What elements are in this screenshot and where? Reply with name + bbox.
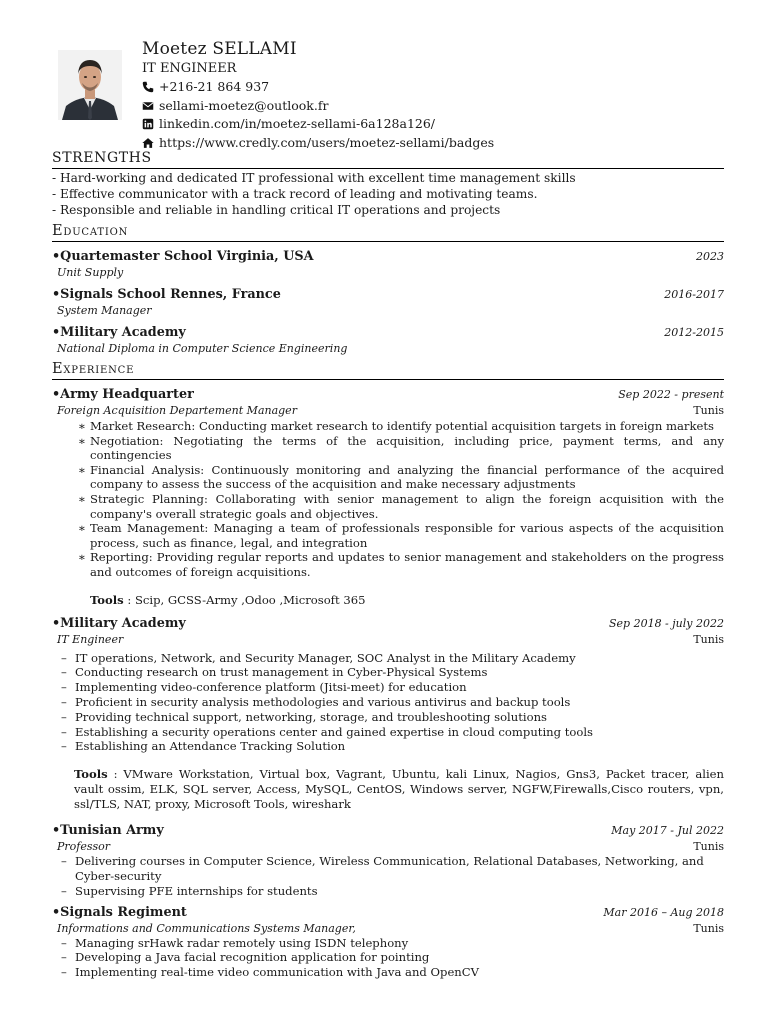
list-item: ∗ Market Research: Conducting market research to identify potential acquisition targets in foreign markets	[78, 419, 714, 433]
list-item: – Providing technical support, networking, storage, and troubleshooting solutions	[61, 709, 547, 724]
school-name: •Military Academy	[52, 325, 186, 340]
linkedin-icon	[142, 118, 154, 130]
list-item: – Proficient in security analysis methodologies and various antivirus and backup tools	[61, 694, 571, 709]
list-item: – Conducting research on trust management in Cyber-Physical Systems	[61, 665, 488, 680]
list-item: – Establishing a security operations center and gained expertise in cloud computing tools	[61, 724, 594, 739]
education-date: 2023	[696, 250, 724, 263]
list-item: – Establishing an Attendance Tracking Solution	[61, 739, 346, 754]
list-item: ∗ Negotiation: Negotiating the terms of the acquisition, including price, payment terms, and any contingencies	[78, 433, 724, 463]
degree-name: System Manager	[57, 304, 152, 317]
resume-page	[52, 38, 724, 980]
list-item: ∗ Financial Analysis: Continuously monitoring and analyzing the financial performance of the acquired company to assess the success of the acquisition and make necessary adjustments	[78, 462, 724, 492]
list-item: – Implementing real-time video communication with Java and OpenCV	[61, 965, 480, 980]
location: Tunis	[693, 632, 724, 646]
linkedin-line[interactable]	[142, 115, 494, 134]
list-item: ∗ Team Management: Managing a team of professionals responsible for various aspects of the acquisition process, such as finance, legal, and integration	[78, 521, 724, 550]
candidate-name: Moetez SELLAMI	[142, 39, 297, 59]
role-title: Informations and Communications Systems Manager,	[57, 921, 356, 935]
degree-name: Unit Supply	[57, 266, 124, 279]
home-icon	[142, 137, 154, 149]
school-name: •Signals School Rennes, France	[52, 287, 281, 302]
profile-photo	[58, 50, 122, 120]
strengths-list	[52, 170, 724, 218]
responsibility-list	[52, 651, 724, 755]
email-line[interactable]	[142, 97, 494, 116]
experience-date: Mar 2016 – Aug 2018	[603, 905, 724, 919]
education-date: 2016-2017	[664, 288, 724, 301]
responsibility-list	[52, 854, 724, 898]
linkedin-url: linkedin.com/in/moetez-sellami-6a128a126/	[159, 116, 436, 131]
degree-name: National Diploma in Computer Science Engineering	[57, 342, 348, 355]
education-date: 2012-2015	[664, 326, 724, 339]
location: Tunis	[693, 404, 724, 417]
credly-url: https://www.credly.com/users/moetez-sellami/badges	[159, 134, 495, 150]
organization-name: •Military Academy	[52, 615, 186, 631]
experience-date: Sep 2018 - july 2022	[608, 616, 724, 630]
experience-heading: Experience	[52, 361, 724, 380]
organization-name: •Army Headquarter	[52, 387, 194, 402]
strength-item: - Effective communicator with a track record of leading and motivating teams.	[52, 187, 538, 201]
phone-line[interactable]	[142, 78, 494, 97]
envelope-icon	[142, 100, 154, 112]
experience-date: Sep 2022 - present	[618, 388, 724, 401]
location: Tunis	[693, 921, 724, 935]
phone-number: +216-21 864 937	[159, 79, 270, 94]
location: Tunis	[693, 840, 724, 854]
phone-icon	[142, 81, 154, 93]
list-item: – Developing a Java facial recognition application for pointing	[61, 950, 430, 965]
strengths-heading: STRENGTHS	[52, 150, 724, 169]
education-heading: Education	[52, 223, 724, 242]
education-entry	[52, 286, 724, 318]
school-name: •Quartemaster School Virginia, USA	[52, 249, 314, 264]
website-line[interactable]	[142, 134, 494, 153]
tools-line: Tools : Scip, GCSS-Army ,Odoo ,Microsoft 365	[90, 592, 366, 607]
role-title: Professor	[57, 840, 111, 854]
list-item: – Supervising PFE internships for students	[61, 883, 318, 898]
strength-item: - Hard-working and dedicated IT professional with excellent time management skills	[52, 171, 576, 185]
list-item: – Managing srHawk radar remotely using ISDN telephony	[61, 935, 409, 950]
list-item: – Implementing video-conference platform (Jitsi-meet) for education	[61, 680, 467, 695]
resume-header	[52, 38, 724, 150]
experience-entry	[52, 386, 724, 608]
email-address: sellami-moetez@outlook.fr	[159, 97, 329, 113]
list-item: – IT operations, Network, and Security Manager, SOC Analyst in the Military Academy	[61, 650, 576, 665]
list-item: ∗ Reporting: Providing regular reports and updates to senior management and stakeholders on the progress and outcomes of foreign acquisitions.	[78, 550, 724, 579]
experience-entry	[52, 615, 724, 813]
tools-line: Tools : VMware Workstation, Virtual box, Vagrant, Ubuntu, kali Linux, Nagios, Gns3, Packet tracer, alien vault ossim, ELK, SQL server, Access, MySQL, CentOS, Windows server, NGFW,Firewalls,Cisco routers, vpn, ssl/TLS, NAT, proxy, Microsoft Tools, wireshark	[74, 767, 724, 812]
experience-entry	[52, 904, 724, 980]
organization-name: •Signals Regiment	[52, 904, 187, 920]
list-item: – Delivering courses in Computer Science, Wireless Communication, Relational Databases, Networking, and Cyber-security	[61, 854, 704, 883]
education-entry	[52, 248, 724, 280]
role-title: Foreign Acquisition Departement Manager	[57, 404, 297, 417]
strength-item: - Responsible and reliable in handling critical IT operations and projects	[52, 203, 501, 217]
list-item: ∗ Strategic Planning: Collaborating with senior management to align the foreign acquisition with the company's overall strategic goals and objectives.	[78, 491, 724, 521]
role-title: IT Engineer	[57, 632, 124, 646]
job-title: IT ENGINEER	[142, 61, 237, 76]
experience-date: May 2017 - Jul 2022	[611, 824, 724, 838]
responsibility-list	[52, 936, 724, 980]
education-entry	[52, 324, 724, 356]
organization-name: •Tunisian Army	[52, 823, 164, 839]
responsibility-list	[52, 419, 724, 580]
experience-entry	[52, 822, 724, 898]
